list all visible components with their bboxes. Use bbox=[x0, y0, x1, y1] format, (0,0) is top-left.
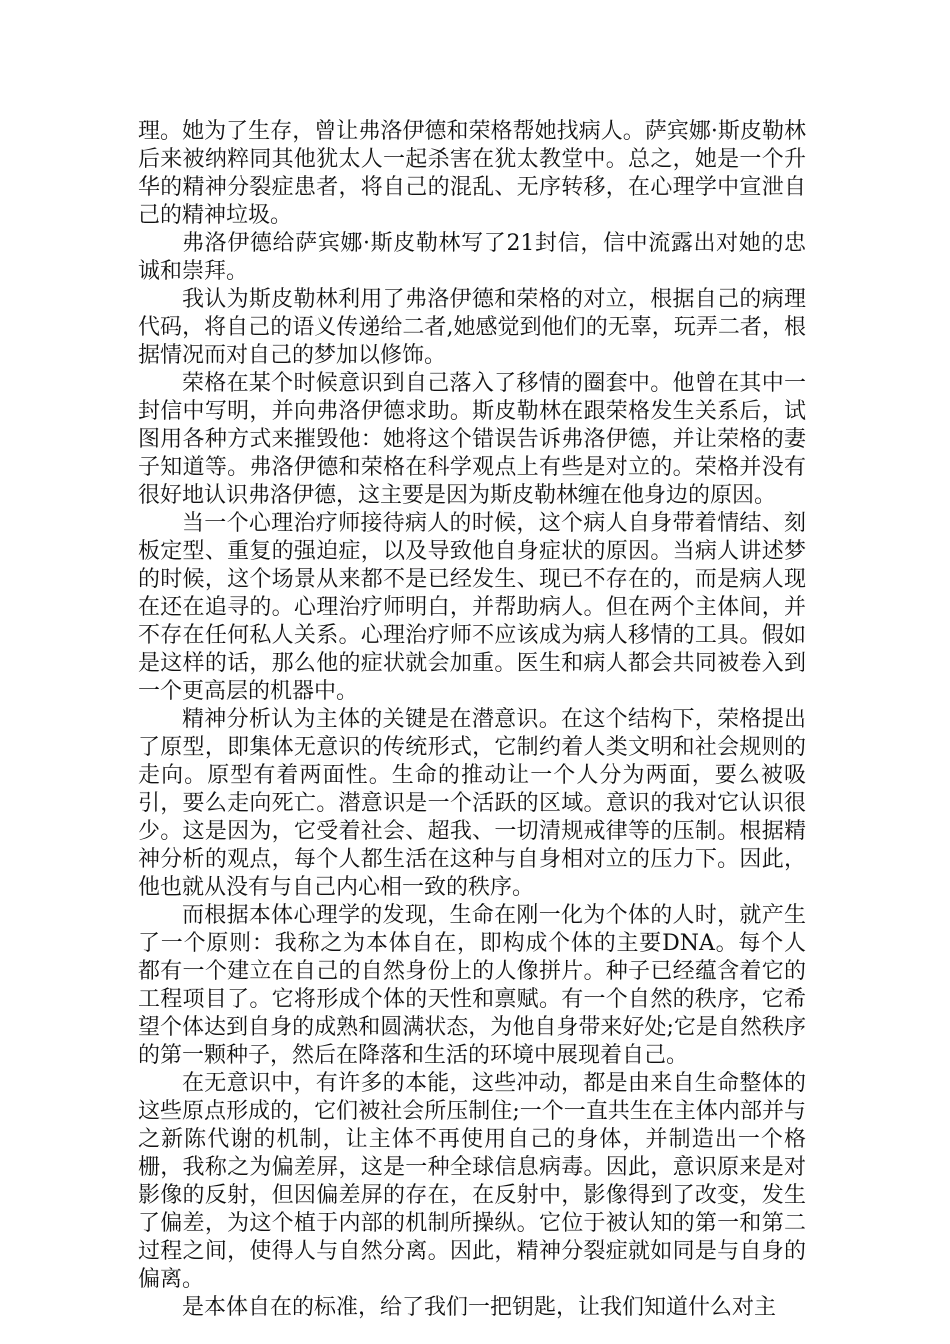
paragraph-continuation: 理。她为了生存，曾让弗洛伊德和荣格帮她找病人。萨宾娜·斯皮勒林后来被纳粹同其他犹太人一起杀害在犹太教堂中。总之，她是一个升华的精神分裂症患者，将自己的混乱、无序转移，在心理学中宣泄自己的精神垃圾。 bbox=[138, 119, 806, 228]
document-body bbox=[138, 118, 806, 1322]
paragraph: 弗洛伊德给萨宾娜·斯皮勒林写了21封信，信中流露出对她的忠诚和崇拜。 bbox=[138, 231, 806, 284]
paragraph: 当一个心理治疗师接待病人的时候，这个病人自身带着情结、刻板定型、重复的强迫症，以及导致他自身症状的原因。当病人讲述梦的时候，这个场景从来都不是已经发生、现已不存在的，而是病人现在还在追寻的。心理治疗师明白，并帮助病人。但在两个主体间，并不存在任何私人关系。心理治疗师不应该成为病人移情的工具。假如是这样的话，那么他的症状就会加重。医生和病人都会共同被卷入到一个更高层的机器中。 bbox=[138, 511, 806, 704]
paragraph: 而根据本体心理学的发现，生命在刚一化为个体的人时，就产生了一个原则：我称之为本体自在，即构成个体的主要DNA。每个人都有一个建立在自己的自然身份上的人像拼片。种子已经蕴含着它的工程项目了。它将形成个体的天性和禀赋。有一个自然的秩序，它希望个体达到自身的成熟和圆满状态，为他自身带来好处;它是自然秩序的第一颗种子，然后在降落和生活的环境中展现着自己。 bbox=[138, 903, 806, 1068]
paragraph: 在无意识中，有许多的本能，这些冲动，都是由来自生命整体的这些原点形成的，它们被社会所压制住;一个一直共生在主体内部并与之新陈代谢的机制，让主体不再使用自己的身体，并制造出一个格栅，我称之为偏差屏，这是一种全球信息病毒。因此，意识原来是对影像的反射，但因偏差屏的存在，在反射中，影像得到了改变，发生了偏差，为这个植于内部的机制所操纵。它位于被认知的第一和第二过程之间，使得人与自然分离。因此，精神分裂症就如同是与自身的偏离。 bbox=[138, 1071, 806, 1292]
paragraph: 精神分析认为主体的关键是在潜意识。在这个结构下，荣格提出了原型，即集体无意识的传统形式，它制约着人类文明和社会规则的走向。原型有着两面性。生命的推动让一个人分为两面，要么被吸引，要么走向死亡。潜意识是一个活跃的区域。意识的我对它认识很少。这是因为，它受着社会、超我、一切清规戒律等的压制。根据精神分析的观点，每个人都生活在这种与自身相对立的压力下。因此，他也就从没有与自己内心相一致的秩序。 bbox=[138, 707, 806, 900]
paragraph-truncated: 是本体自在的标准，给了我们一把钥匙，让我们知道什么对主 bbox=[182, 1295, 777, 1320]
paragraph: 我认为斯皮勒林利用了弗洛伊德和荣格的对立，根据自己的病理代码，将自己的语义传递给二者,她感觉到他们的无辜，玩弄二者，根据情况而对自己的梦加以修饰。 bbox=[138, 287, 806, 368]
paragraph: 荣格在某个时候意识到自己落入了移情的圈套中。他曾在其中一封信中写明，并向弗洛伊德求助。斯皮勒林在跟荣格发生关系后，试图用各种方式来摧毁他：她将这个错误告诉弗洛伊德，并让荣格的妻子知道等。弗洛伊德和荣格在科学观点上有些是对立的。荣格并没有很好地认识弗洛伊德，这主要是因为斯皮勒林缠在他身边的原因。 bbox=[138, 371, 806, 508]
